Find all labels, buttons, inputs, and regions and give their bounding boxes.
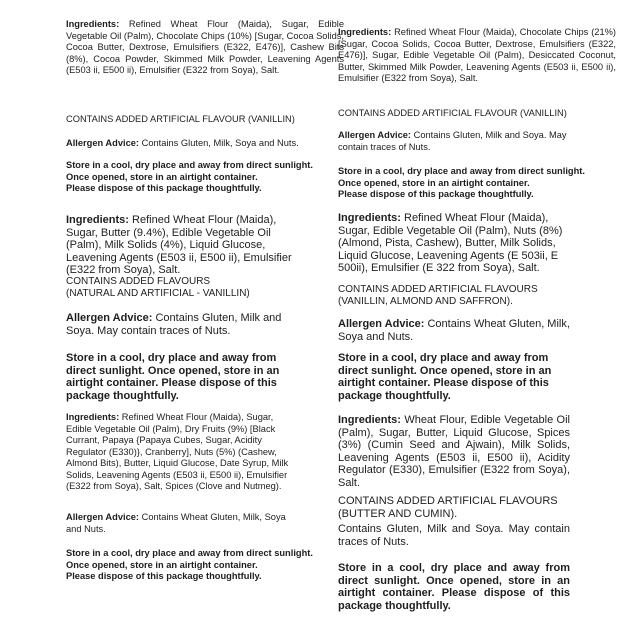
right-s3-flavour-note	[338, 495, 616, 520]
storage-line: Please dispose of this package thoughtfully.	[66, 183, 262, 193]
left-s2-ingredients	[66, 214, 298, 277]
ingredients-text: Refined Wheat Flour (Maida), Sugar, Edible Vegetable Oil (Palm), Dry Fruits (9%) [Black Currant, Papaya {Papaya Cubes, Sugar, Acidity Regulator (E330)}, Cranberry], Nuts (5%) (Cashew, Almond Bits), Butter, Liquid Glucose, Date Syrup, Milk Solids, Leavening Agents (E503 ii, E500 ii), Emulsifier (E322 from Soya), Salt, Spices (Clove and Nutmeg).	[66, 412, 289, 491]
right-s2-flavour-note	[338, 284, 616, 308]
flavour-line: (BUTTER AND CUMIN).	[338, 507, 458, 520]
allergen-text: Contains Gluten, Milk and Soya. May contain traces of Nuts.	[338, 130, 567, 152]
right-s1-ingredients	[338, 27, 616, 85]
storage-line: Please dispose of this package thoughtfully.	[338, 189, 534, 199]
ingredients-label: Ingredients:	[66, 214, 129, 226]
left-s1-allergen	[66, 138, 344, 150]
allergen-label: Allergen Advice:	[66, 512, 140, 522]
ingredients-label: Ingredients:	[338, 27, 392, 37]
left-s3-allergen	[66, 512, 298, 535]
allergen-text: Contains Gluten, Milk, Soya and Nuts.	[141, 138, 299, 148]
left-s1-storage	[66, 160, 344, 195]
flavour-line: CONTAINS ADDED FLAVOURS	[66, 276, 211, 287]
storage-line: Once opened, store in an airtight container.	[66, 559, 258, 570]
right-s3-allergen-text: Contains Gluten, Milk and Soya. May contain traces of Nuts.	[338, 523, 570, 548]
right-s2-allergen	[338, 318, 570, 343]
right-s1-allergen	[338, 130, 578, 153]
right-s3-ingredients	[338, 414, 570, 489]
right-s2-ingredients	[338, 212, 570, 275]
flavour-line: CONTAINS ADDED ARTIFICIAL FLAVOURS	[338, 495, 558, 507]
right-s1-flavour-note: CONTAINS ADDED ARTIFICIAL FLAVOUR (VANILLIN)	[338, 108, 567, 118]
flavour-line: (VANILLIN, ALMOND AND SAFFRON).	[338, 295, 513, 307]
storage-line: Once opened, store in an airtight container.	[338, 177, 530, 188]
storage-line: Once opened, store in an airtight container.	[66, 171, 258, 182]
left-s3-ingredients	[66, 412, 298, 493]
storage-line: Store in a cool, dry place and away from direct sunlight.	[66, 548, 313, 558]
allergen-label: Allergen Advice:	[338, 318, 425, 330]
allergen-text: Contains Wheat Gluten, Milk, Soya and Nuts.	[66, 512, 286, 534]
right-s3-storage: Store in a cool, dry place and away from direct sunlight. Once opened, store in an airtight container. Please dispose of this package thoughtfully.	[338, 562, 570, 612]
left-s1-flavour-note: CONTAINS ADDED ARTIFICIAL FLAVOUR (VANILLIN)	[66, 114, 295, 124]
allergen-text: Contains Wheat Gluten, Milk, Soya and Nuts.	[338, 318, 570, 343]
flavour-line: (NATURAL AND ARTIFICIAL - VANILLIN)	[66, 287, 250, 299]
ingredients-text: Refined Wheat Flour (Maida), Sugar, Edible Vegetable Oil (Palm), Chocolate Chips (10%) [Sugar, Cocoa Solids, Cocoa Butter, Dextrose, Emulsifiers (E322, E476)], Cashew Bits (8%), Cocoa Powder, Skimmed Milk Powder, Leavening Agents (E503 ii, E500 ii), Emulsifier (E322 from Soya), Salt.	[66, 19, 345, 75]
storage-line: Please dispose of this package thoughtfully.	[66, 571, 262, 581]
ingredients-label: Ingredients:	[338, 212, 401, 224]
left-s2-allergen	[66, 312, 298, 337]
allergen-text: Contains Gluten, Milk and Soya. May contain traces of Nuts.	[66, 312, 282, 337]
ingredients-label: Ingredients:	[338, 414, 401, 426]
right-s2-storage: Store in a cool, dry place and away from direct sunlight. Once opened, store in an airtight container. Please dispose of this package thoughtfully.	[338, 352, 552, 402]
allergen-label: Allergen Advice:	[338, 130, 412, 140]
ingredients-text: Refined Wheat Flour (Maida), Sugar, Butter (9.4%), Edible Vegetable Oil (Palm), Milk Solids (4%), Liquid Glucose, Leavening Agents (E503 ii, E500 ii), Emulsifier (E322 from Soya), Salt.	[66, 214, 292, 276]
right-s1-storage	[338, 166, 616, 201]
flavour-line: CONTAINS ADDED ARTIFICIAL FLAVOURS	[338, 284, 538, 295]
allergen-label: Allergen Advice:	[66, 138, 140, 148]
storage-line: Store in a cool, dry place and away from direct sunlight.	[338, 166, 585, 176]
ingredients-text: Refined Wheat Flour (Maida), Sugar, Edible Vegetable Oil (Palm), Nuts (8%) (Almond, Pista, Cashew), Butter, Milk Solids, Liquid Glucose, Leavening Agents (E 503ii, E 500ii), Emulsifier (E 322 from Soya), Salt.	[338, 212, 563, 274]
ingredients-text: Wheat Flour, Edible Vegetable Oil (Palm), Sugar, Butter, Liquid Glucose, Spices (3%) (Cumin Seed and Ajwain), Milk Solids, Leavening Agents (E503 ii, E500 ii), Acidity Regulator (E330), Emulsifier (E322 from Soya), Salt.	[338, 414, 570, 489]
left-s2-flavour-note	[66, 276, 344, 300]
storage-line: Store in a cool, dry place and away from direct sunlight.	[66, 160, 313, 170]
ingredients-label: Ingredients:	[66, 412, 120, 422]
left-s3-storage	[66, 548, 344, 583]
left-s1-ingredients	[66, 19, 344, 77]
ingredients-label: Ingredients:	[66, 19, 120, 29]
left-s2-storage: Store in a cool, dry place and away from direct sunlight. Once opened, store in an airtight container. Please dispose of this package thoughtfully.	[66, 352, 280, 402]
ingredients-text: Refined Wheat Flour (Maida), Chocolate Chips (21%) [Sugar, Cocoa Solids, Cocoa Butter, Dextrose, Emulsifiers (E322, E476)], Sugar, Edible Vegetable Oil (Palm), Desiccated Coconut, Butter, Skimmed Milk Powder, Leavening Agents (E503 ii, E500 ii), Emulsifier (E322 from Soya), Salt.	[338, 27, 616, 83]
allergen-label: Allergen Advice:	[66, 312, 153, 324]
